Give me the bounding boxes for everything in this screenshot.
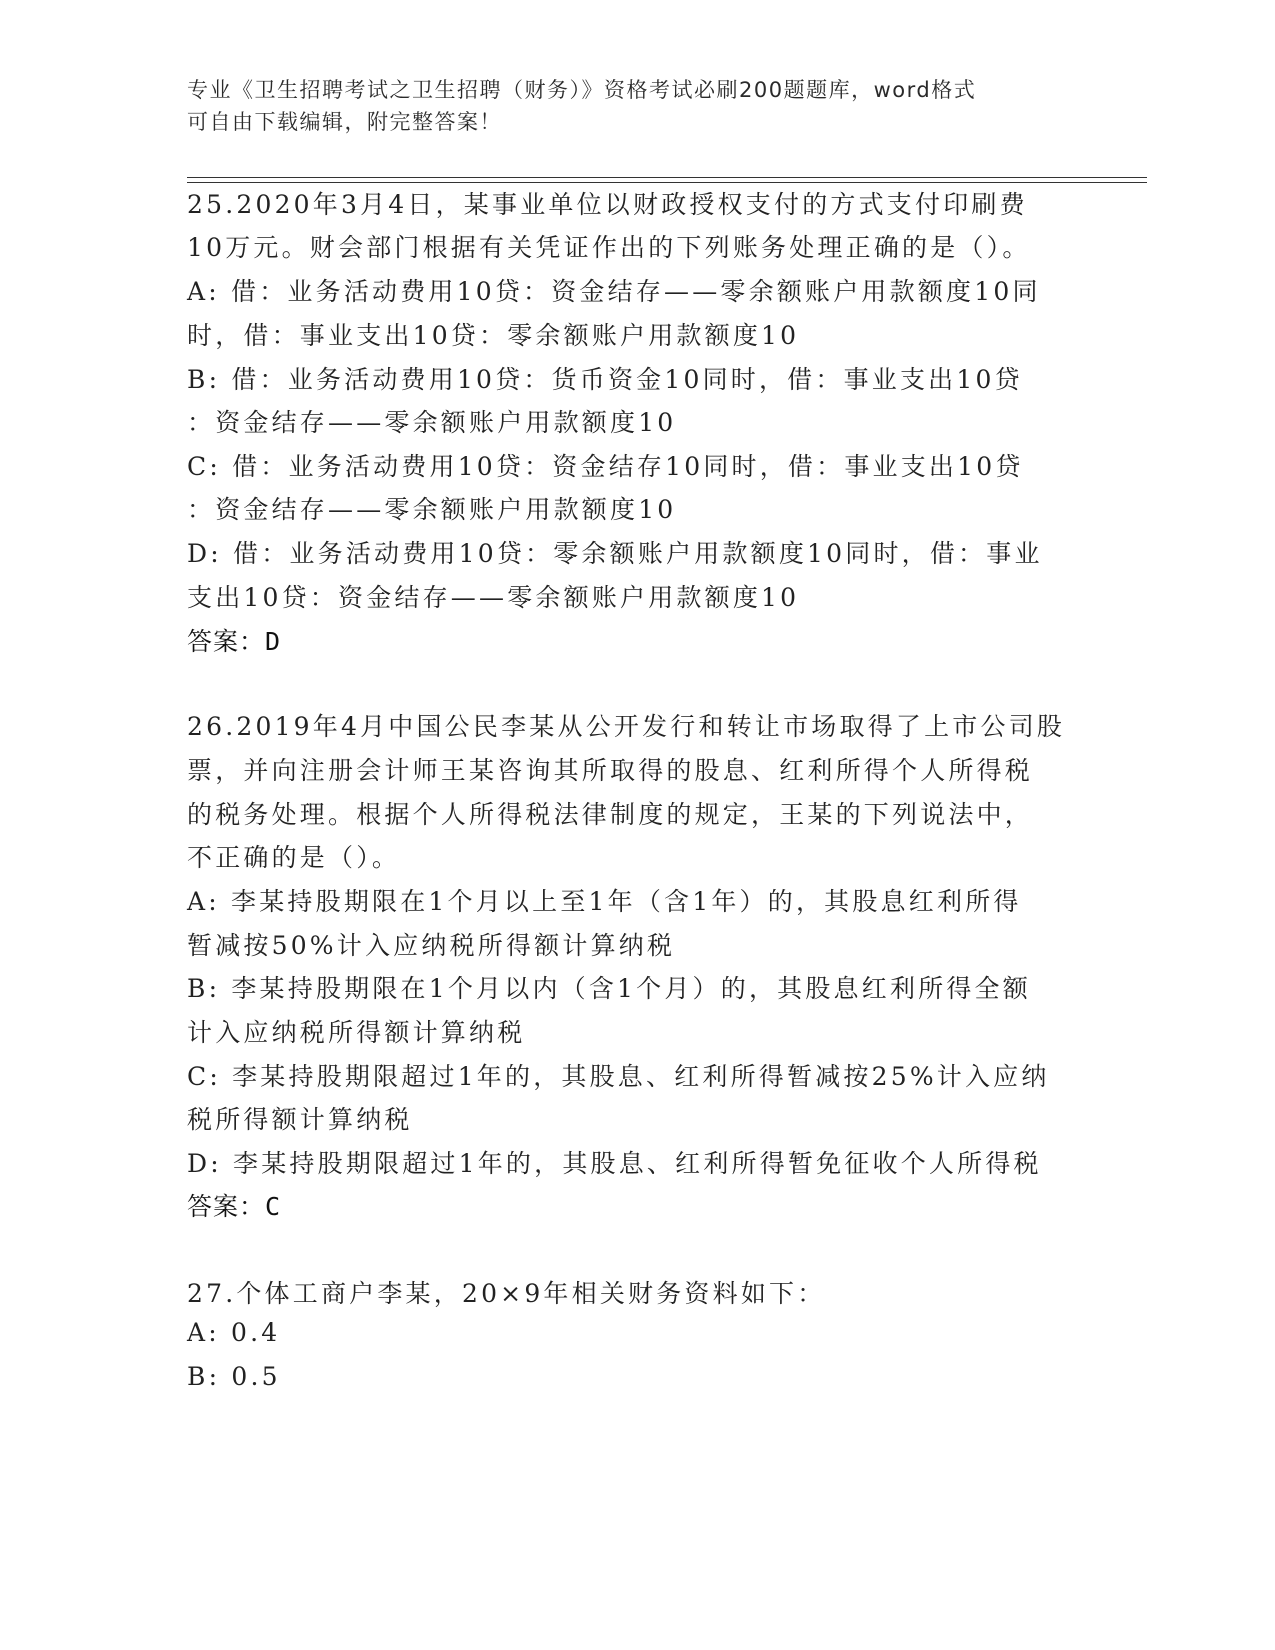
question-stem-line: 的税务处理。根据个人所得税法律制度的规定，王某的下列说法中，: [187, 800, 1034, 829]
header-line-2: 可自由下载编辑，附完整答案！: [187, 110, 502, 134]
answer-label: 答案：: [187, 627, 266, 656]
document-header: [187, 74, 1087, 138]
option-b-line: ：资金结存——零余额账户用款额度10: [187, 408, 677, 437]
option-a-line: 时，借：事业支出10贷：零余额账户用款额度10: [187, 321, 800, 350]
question-stem-line: 26.2019年4月中国公民李某从公开发行和转让市场取得了上市公司股: [187, 712, 1066, 741]
answer-line: [187, 1187, 281, 1223]
header-divider-bottom: [187, 182, 1147, 183]
option-c-line: C: 李某持股期限超过1年的，其股息、红利所得暂减按25%计入应纳: [187, 1062, 1050, 1091]
option-a-line: A: 借：业务活动费用10贷：资金结存——零余额账户用款额度10同: [187, 277, 1041, 306]
question-stem-line: 25.2020年3月4日，某事业单位以财政授权支付的方式支付印刷费: [187, 190, 1028, 219]
option-c-line: 税所得额计算纳税: [187, 1105, 413, 1134]
option-a-line: A: 李某持股期限在1个月以上至1年（含1年）的，其股息红利所得: [187, 887, 1022, 916]
option-b-line: 计入应纳税所得额计算纳税: [187, 1018, 526, 1047]
question-stem-line: 不正确的是（）。: [187, 843, 401, 872]
option-b-line: B: 0.5: [187, 1362, 281, 1391]
header-divider-top: [187, 177, 1147, 178]
answer-label: 答案：: [187, 1192, 266, 1221]
question-stem-line: 10万元。财会部门根据有关凭证作出的下列账务处理正确的是（）。: [187, 233, 1031, 262]
answer-value: D: [265, 627, 282, 656]
question-stem-line: 票，并向注册会计师王某咨询其所取得的股息、红利所得个人所得税: [187, 756, 1034, 785]
answer-value: C: [265, 1192, 282, 1221]
option-c-line: ：资金结存——零余额账户用款额度10: [187, 495, 677, 524]
option-d-line: D: 李某持股期限超过1年的，其股息、红利所得暂免征收个人所得税: [187, 1149, 1042, 1178]
question-stem-line: 27.个体工商户李某，20×9年相关财务资料如下：: [187, 1279, 826, 1308]
option-c-line: C: 借：业务活动费用10贷：资金结存10同时，借：事业支出10贷: [187, 452, 1024, 481]
option-a-line: A: 0.4: [187, 1318, 281, 1347]
option-b-line: B: 李某持股期限在1个月以内（含1个月）的，其股息红利所得全额: [187, 974, 1031, 1003]
option-a-line: 暂减按50%计入应纳税所得额计算纳税: [187, 931, 676, 960]
option-d-line: 支出10贷：资金结存——零余额账户用款额度10: [187, 583, 800, 612]
header-line-1: 专业《卫生招聘考试之卫生招聘（财务）》资格考试必刷200题题库，word格式: [187, 78, 977, 102]
option-b-line: B: 借：业务活动费用10贷：货币资金10同时，借：事业支出10贷: [187, 365, 1023, 394]
option-d-line: D: 借：业务活动费用10贷：零余额账户用款额度10同时，借：事业: [187, 539, 1043, 568]
answer-line: [187, 622, 281, 658]
